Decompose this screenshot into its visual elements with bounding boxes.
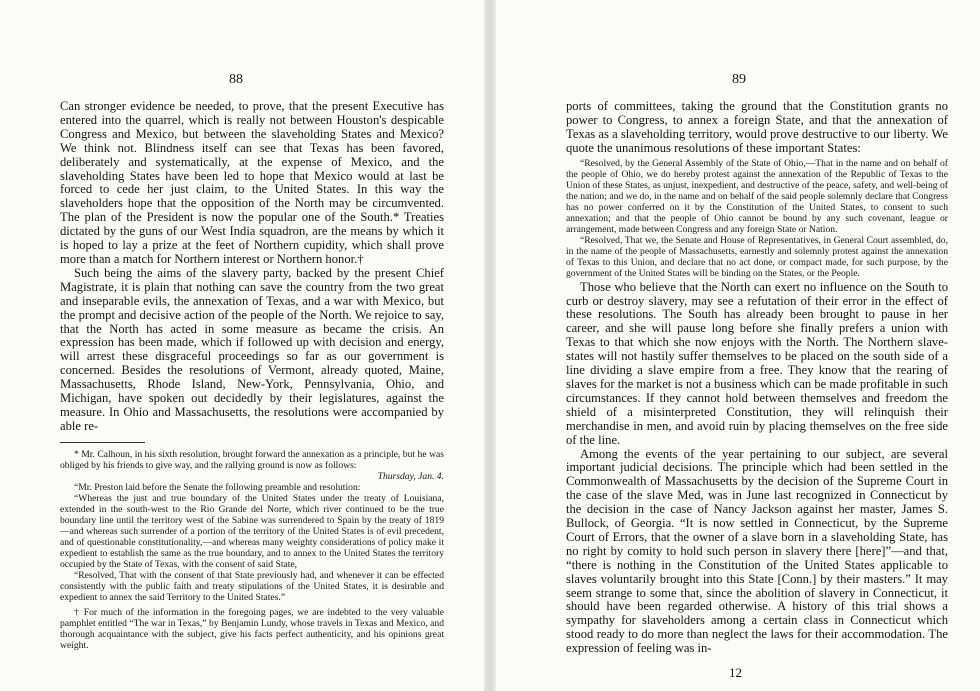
- signature-mark: 12: [729, 665, 742, 680]
- right-paragraph-1: Those who believe that the North can exert no influence on the South to curb or destroy slavery, may see a refutation of their error in the effect of these resolutions. The South has already been brought to pause in her career, and she will pause long before she finally prefers a union with Texas to that which she now enjoys with the North. The Northern slave-states will not hastily suffer themselves to be placed on the south side of a line dividing a slave empire from a free. They know that the rearing of slaves for the market is not a business which can be made profitable in such circumstances. If they cannot hold between themselves and freedom the shield of a misinterpreted Constitution, they will relinquish their merchandise in men, and avoid ruin by placing themselves on the free side of the line.: [566, 279, 948, 447]
- footnote-date: Thursday, Jan. 4.: [377, 470, 444, 482]
- left-page: [0, 0, 484, 691]
- footnote-lundy: † For much of the information in the foregoing pages, we are indebted to the very valuable pamphlet entitled “The war in Texas,” by Benjamin Lundy, whose travels in Texas and Mexico, and thorough acquaintance with the subject, give his facts perfect authenticity, and his opinions great weight.: [60, 606, 444, 651]
- page-number-right: 89: [732, 72, 746, 87]
- right-paragraph-2: Among the events of the year pertaining to our subject, are several important judicial decisions. The principle which had been settled in the Commonwealth of Massachusetts by the decision of the Supreme Court in the case of the slave Med, was in June last recognized in Connecticut by the decision in the case of Nancy Jackson against her master, James S. Bullock, of Georgia. “It is now settled in Connecticut, by the Supreme Court of Errors, that the owner of a slave born in a slaveholding State, has no right by comity to hold such person in slavery there [here]”—and that, “there is nothing in the Constitution of the United States applicable to slaves voluntarily brought into this State [Conn.] by their masters.” It may seem strange to some that, since the abolition of slavery in Connecticut, it should have been regarded otherwise. A history of this trial shows a sympathy for slaveholders among a certain class in Connecticut which stood ready to do more than neglect the laws for their accommodation. The expression of feeling was in-: [566, 446, 948, 656]
- footnote-rule: [60, 442, 145, 443]
- left-paragraph-2: Such being the aims of the slavery party, backed by the present Chief Magistrate, it is plain that nothing can save the country from the two great and inseparable evils, the annexation of Texas, and a war with Mexico, but the prompt and decisive action of the people of the North. We rejoice to say, that the North has acted in some measure as became the crisis. An expression has been made, which if followed up with decision and energy, will arrest these disgraceful proceedings so far as our government is concerned. Besides the resolutions of Vermont, already quoted, Maine, Massachusetts, Rhode Island, New-York, Pennsylvania, Ohio, and Michigan, have spoken out decidedly by their legislatures, against the measure. In Ohio and Massachusetts, the resolutions were accompanied by able re-: [60, 265, 444, 433]
- book-gutter: [484, 0, 496, 691]
- footnote-calhoun: * Mr. Calhoun, in his sixth resolution, brought forward the annexation as a principle, but he was obliged by his friends to give way, and the rallying ground is now as follows:: [60, 448, 444, 471]
- ohio-resolution: “Resolved, by the General Assembly of the State of Ohio,—That in the name and on behalf of the people of Ohio, we do hereby protest against the annexation of the Republic of Texas to the Union of these States, as unjust, inexpedient, and destructive of the peace, safety, and well-being of the nation; and we do, in the name and on behalf of the said people solemnly declare that Congress has no power conferred on it by the Constitution of the United States, to consent to such annexation; and that the people of Ohio cannot be bound by any such covenant, league or arrangement, made between Congress and any foreign State or Nation.: [566, 157, 948, 235]
- footnote-whereas: “Whereas the just and true boundary of the United States under the treaty of Louisiana, extended in the south-west to the Rio Grande del Norte, which river continued to be the true boundary line until the territory west of the Sabine was surrendered to Spain by the treaty of 1819—and whereas such surrender of a portion of the territory of the United States is of evil precedent, and of questionable constitutionality,—and whereas many weighty considerations of policy make it expedient to establish the same as the true boundary, and to annex to the United States the territory occupied by the State of Texas, with the consent of said State,: [60, 492, 444, 570]
- right-intro: ports of committees, taking the ground that the Constitution grants no power to Congress, to annex a foreign State, and that the annexation of Texas as a slaveholding territory, would prove destructive to our liberty. We quote the unanimous resolutions of these important States:: [566, 99, 948, 155]
- footnote-preston: “Mr. Preston laid before the Senate the following preamble and resolution:: [74, 481, 361, 493]
- right-page: [496, 0, 980, 691]
- massachusetts-resolution: “Resolved, That we, the Senate and House of Representatives, in General Court assembled, do, in the name of the people of Massachusetts, earnestly and solemnly protest against the annexation of Texas to this Union, and declare that no act done, or compact made, for such purpose, by the government of the United States will be binding on the States, or the People.: [566, 234, 948, 279]
- page-number-left: 88: [229, 72, 243, 87]
- left-paragraph-1: Can stronger evidence be needed, to prove, that the present Executive has entered into the quarrel, which is really not between Houston's despicable Congress and Mexico, but between the slaveholding States and Mexico? We think not. Blindness itself can see that Texas has been favored, deliberately and systematically, at the expense of Mexico, and the slaveholding States have been led to hope that Mexico would at last be forced to cede her just claim, to the United States. In this way the slaveholders hope that the opposition of the North may be circumvented. The plan of the President is now the popular one of the South.* Treaties dictated by the guns of our West India squadron, are the means by which it is hoped to lay a prize at the feet of Northern cupidity, which shall prove more than a match for Northern interest or Northern honor.†: [60, 99, 444, 266]
- left-text-column: [60, 100, 444, 651]
- right-text-column: [566, 100, 948, 656]
- footnote-resolved: “Resolved, That with the consent of that State previously had, and whenever it can be effected consistently with the public faith and treaty stipulations of the United States, it is desirable and expedient to annex the said Territory to the United States.”: [60, 569, 444, 603]
